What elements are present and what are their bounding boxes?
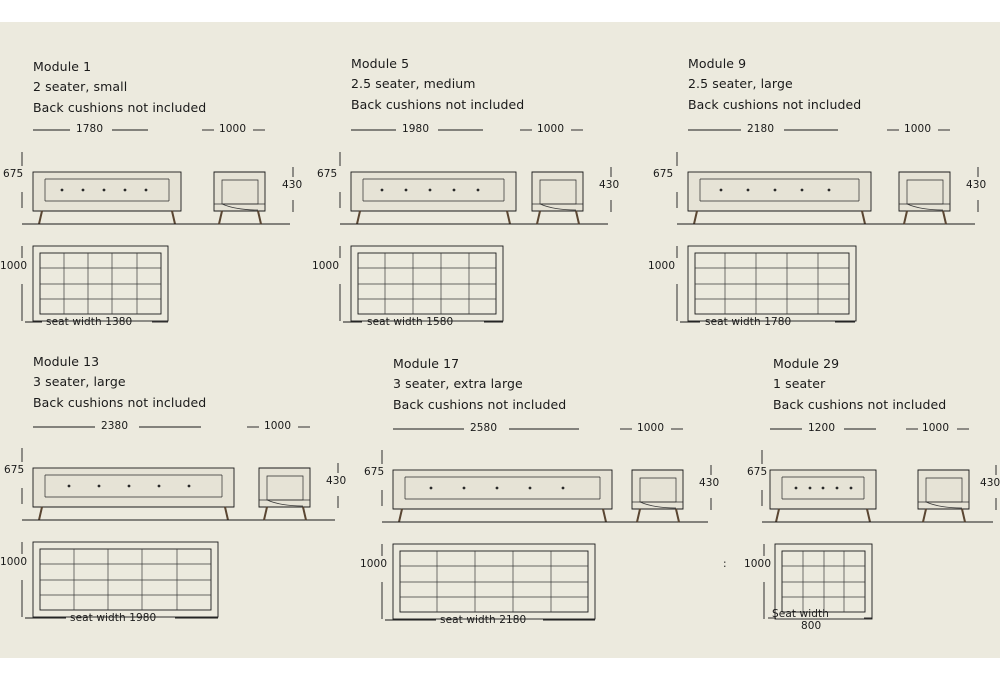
module-17-plan-depth: 1000 — [360, 558, 388, 570]
module-9-front-width: 2180 — [747, 123, 775, 135]
module-29-drawing — [740, 320, 1000, 640]
module-5-plan-depth: 1000 — [312, 260, 340, 272]
module-5-note: Back cushions not included — [351, 96, 525, 112]
module-1-seat-width: seat width 1380 — [46, 316, 133, 328]
module-5-drawing — [318, 22, 648, 342]
module-13-side-width: 1000 — [264, 420, 292, 432]
module-17-drawing — [360, 320, 730, 640]
module-13-front-width: 2380 — [101, 420, 129, 432]
module-1-drawing — [0, 22, 330, 342]
module-9-side-height: 430 — [966, 179, 987, 191]
module-13-side-height: 430 — [326, 475, 347, 487]
module-9-note: Back cushions not included — [688, 96, 862, 112]
module-29-side-height: 430 — [980, 477, 1000, 489]
module-5-height: 675 — [317, 168, 338, 180]
module-13-note: Back cushions not included — [33, 394, 207, 410]
module-1-subtitle: 2 seater, small — [33, 79, 128, 95]
module-13-drawing — [0, 320, 360, 640]
module-17-side-height: 430 — [699, 477, 720, 489]
module-1-side-height: 430 — [282, 179, 303, 191]
module-9-plan-depth: 1000 — [648, 260, 676, 272]
module-5-front-width: 1980 — [402, 123, 430, 135]
module-17-subtitle: 3 seater, extra large — [393, 376, 523, 392]
module-17-note: Back cushions not included — [393, 396, 567, 412]
module-29-subtitle: 1 seater — [773, 376, 826, 392]
module-29-front-width: 1200 — [808, 422, 836, 434]
module-1-height: 675 — [3, 168, 24, 180]
module-29-seat-width-line1: Seat width — [772, 608, 829, 620]
module-17-side-width: 1000 — [637, 422, 665, 434]
module-5-side-width: 1000 — [537, 123, 565, 135]
module-5-title: Module 5 — [351, 56, 410, 71]
module-1-front-width: 1780 — [76, 123, 104, 135]
module-13-height: 675 — [4, 464, 25, 476]
module-9-side-width: 1000 — [904, 123, 932, 135]
module-29-seat-width-line2: 800 — [801, 620, 822, 632]
module-29-title: Module 29 — [773, 356, 840, 371]
drawing-sheet — [0, 22, 1000, 658]
module-9-seat-width: seat width 1780 — [705, 316, 792, 328]
module-17-height: 675 — [364, 466, 385, 478]
module-13-plan-depth: 1000 — [0, 556, 28, 568]
module-5-side-height: 430 — [599, 179, 620, 191]
module-13-seat-width: seat width 1980 — [70, 612, 157, 624]
module-1-title: Module 1 — [33, 59, 92, 74]
module-1-side-width: 1000 — [219, 123, 247, 135]
module-5-subtitle: 2.5 seater, medium — [351, 76, 476, 92]
module-1-note: Back cushions not included — [33, 99, 207, 115]
module-13-title: Module 13 — [33, 354, 100, 369]
module-29-note: Back cushions not included — [773, 396, 947, 412]
module-5-seat-width: seat width 1580 — [367, 316, 454, 328]
module-9-drawing — [655, 22, 1000, 342]
module-29-side-width: 1000 — [922, 422, 950, 434]
module-9-title: Module 9 — [688, 56, 747, 71]
module-13-subtitle: 3 seater, large — [33, 374, 126, 390]
stray-marker: : — [723, 558, 727, 570]
module-17-seat-width: seat width 2180 — [440, 614, 527, 626]
module-1-plan-depth: 1000 — [0, 260, 28, 272]
module-17-title: Module 17 — [393, 356, 460, 371]
module-9-subtitle: 2.5 seater, large — [688, 76, 793, 92]
module-9-height: 675 — [653, 168, 674, 180]
module-29-plan-depth: 1000 — [744, 558, 772, 570]
module-17-front-width: 2580 — [470, 422, 498, 434]
module-29-height: 675 — [747, 466, 768, 478]
